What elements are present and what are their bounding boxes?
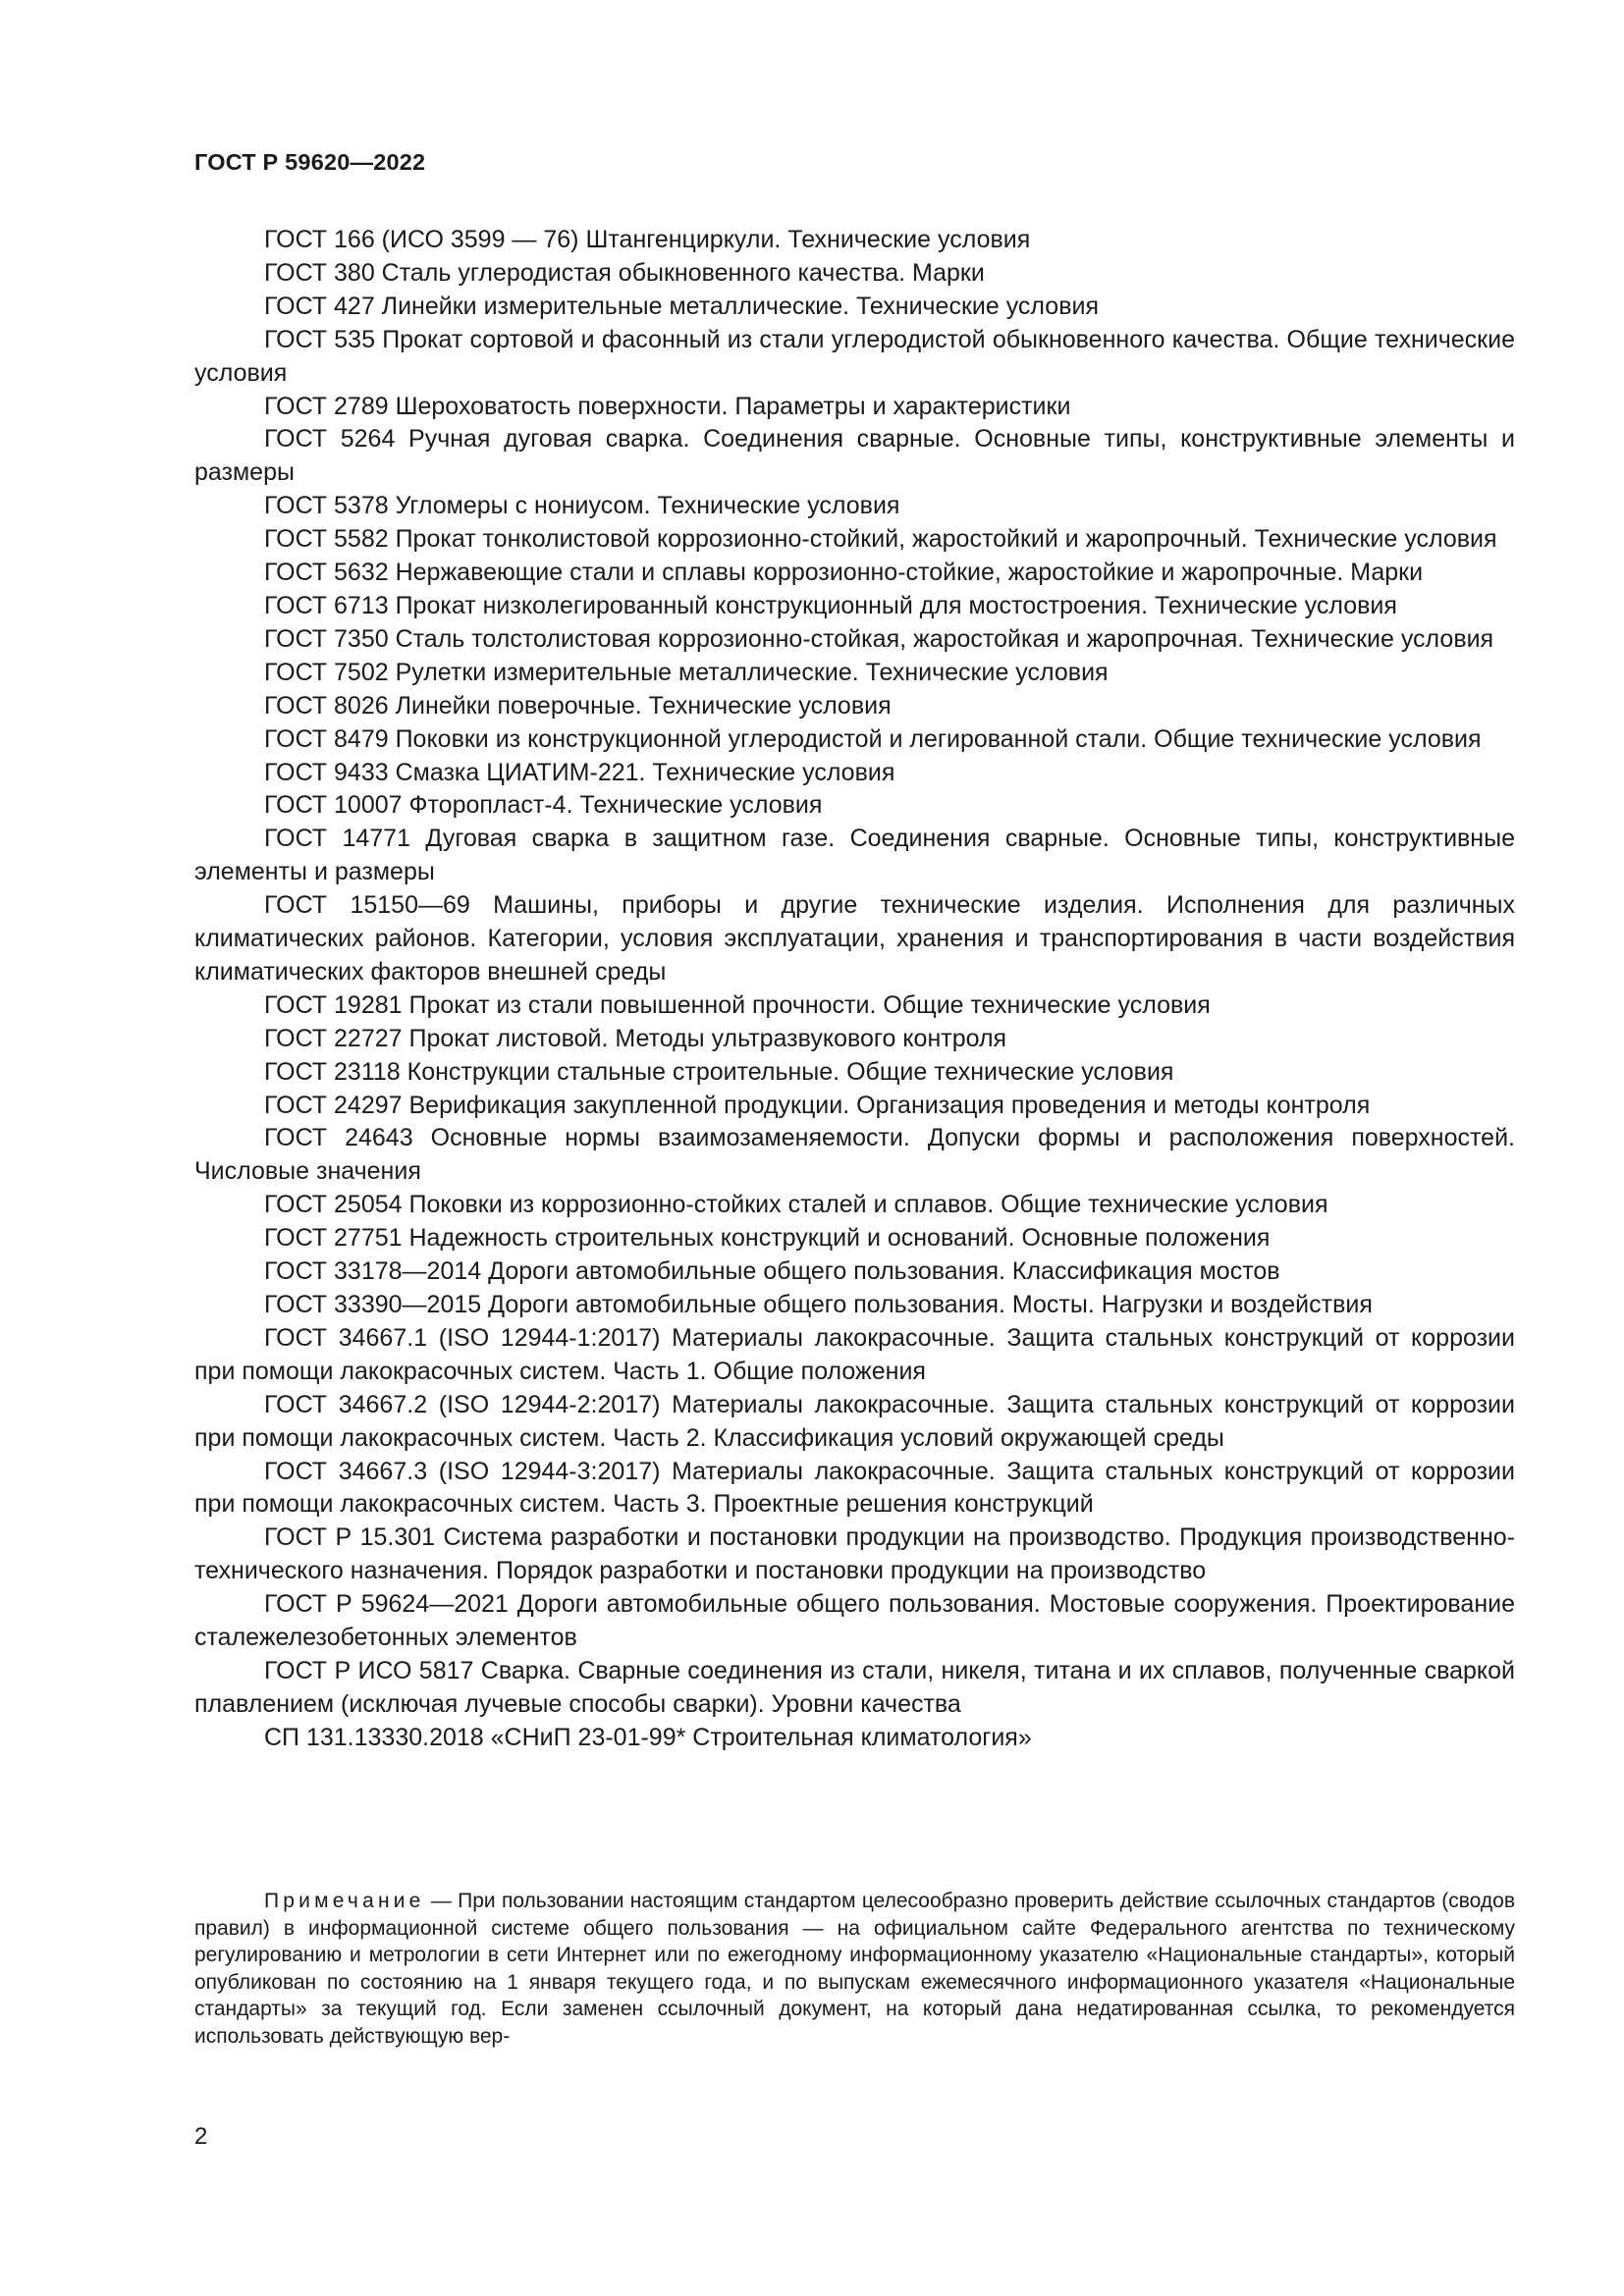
reference-item: ГОСТ 5378 Угломеры с нониусом. Технические условия bbox=[264, 492, 900, 520]
reference-item: ГОСТ 8479 Поковки из конструкционной углеродистой и легированной стали. Общие технические условия bbox=[264, 724, 1482, 753]
reference-item: СП 131.13330.2018 «СНиП 23-01-99* Строительная климатология» bbox=[264, 1723, 1032, 1751]
reference-item: ГОСТ 34667.3 (ISO 12944-3:2017) Материалы лакокрасочные. Защита стальных конструкций от коррозии при помощи лакокрасочных систем. Часть 3. Проектные решения конструкций bbox=[194, 1457, 1515, 1519]
reference-item: ГОСТ 33178—2014 Дороги автомобильные общего пользования. Классификация мостов bbox=[264, 1257, 1280, 1286]
reference-item: ГОСТ 7502 Рулетки измерительные металлические. Технические условия bbox=[264, 658, 1109, 686]
note-paragraph bbox=[194, 1888, 1515, 2050]
reference-item: ГОСТ 27751 Надежность строительных конструкций и оснований. Основные положения bbox=[264, 1224, 1271, 1253]
page-number: 2 bbox=[194, 2123, 208, 2150]
note-label: Примечание bbox=[264, 1890, 425, 1912]
reference-item: ГОСТ 22727 Прокат листовой. Методы ультразвукового контроля bbox=[264, 1024, 1007, 1052]
reference-item: ГОСТ Р 15.301 Система разработки и постановки продукции на производство. Продукция производственно-технического назначения. Порядок разработки и постановки продукции на производство bbox=[194, 1523, 1515, 1585]
reference-item: ГОСТ 19281 Прокат из стали повышенной прочности. Общие технические условия bbox=[264, 990, 1211, 1019]
reference-item: ГОСТ 14771 Дуговая сварка в защитном газе. Соединения сварные. Основные типы, конструктивные элементы и размеры bbox=[194, 825, 1515, 886]
reference-item: ГОСТ 23118 Конструкции стальные строительные. Общие технические условия bbox=[264, 1057, 1174, 1086]
reference-item: ГОСТ 5632 Нержавеющие стали и сплавы коррозионно-стойкие, жаростойкие и жаропрочные. Марки bbox=[264, 559, 1424, 587]
reference-item: ГОСТ 34667.2 (ISO 12944-2:2017) Материалы лакокрасочные. Защита стальных конструкций от коррозии при помощи лакокрасочных систем. Часть 2. Классификация условий окружающей среды bbox=[194, 1390, 1515, 1452]
reference-item: ГОСТ 33390—2015 Дороги автомобильные общего пользования. Мосты. Нагрузки и воздействия bbox=[264, 1291, 1373, 1318]
reference-item: ГОСТ 24297 Верификация закупленной продукции. Организация проведения и методы контроля bbox=[264, 1091, 1371, 1119]
reference-item: ГОСТ Р 59624—2021 Дороги автомобильные общего пользования. Мостовые сооружения. Проектирование сталежелезобетонных элементов bbox=[194, 1590, 1515, 1652]
document-header: ГОСТ Р 59620—2022 bbox=[194, 149, 426, 175]
reference-item: ГОСТ 8026 Линейки поверочные. Технические условия bbox=[264, 691, 892, 720]
reference-item: ГОСТ 6713 Прокат низколегированный конструкционный для мостостроения. Технические условия bbox=[264, 591, 1397, 619]
note-text: — При пользовании настоящим стандартом целесообразно проверить действие ссылочных стандартов (сводов правил) в информационной системе общего пользования — на официальном сайте Федерального агентства по техническому регулированию и метрологии в сети Интернет или по ежегодному информационному указателю «Национальные стандарты», который опубликован по состоянию на 1 января текущего года, и по выпускам ежемесячного информационного указателя «Национальные стандарты» за текущий год. Если заменен ссылочный документ, на который дана недатированная ссылка, то рекомендуется использовать действующую вер- bbox=[194, 1890, 1515, 2048]
reference-item: ГОСТ 2789 Шероховатость поверхности. Параметры и характеристики bbox=[264, 392, 1071, 420]
reference-item: ГОСТ 427 Линейки измерительные металлические. Технические условия bbox=[264, 292, 1099, 320]
reference-item: ГОСТ 535 Прокат сортовой и фасонный из стали углеродистой обыкновенного качества. Общие технические условия bbox=[194, 325, 1515, 387]
reference-item: ГОСТ 24643 Основные нормы взаимозаменяемости. Допуски формы и расположения поверхностей. Числовые значения bbox=[194, 1124, 1515, 1186]
reference-item: ГОСТ 7350 Сталь толстолистовая коррозионно-стойкая, жаростойкая и жаропрочная. Технические условия bbox=[264, 624, 1494, 653]
reference-item: ГОСТ 5264 Ручная дуговая сварка. Соединения сварные. Основные типы, конструктивные элементы и размеры bbox=[194, 425, 1515, 487]
reference-item: ГОСТ 25054 Поковки из коррозионно-стойких сталей и сплавов. Общие технические условия bbox=[264, 1191, 1328, 1219]
reference-item: ГОСТ 166 (ИСО 3599 — 76) Штангенциркули. Технические условия bbox=[264, 226, 1031, 253]
reference-item: ГОСТ 9433 Смазка ЦИАТИМ-221. Технические условия bbox=[264, 758, 895, 786]
reference-item: ГОСТ Р ИСО 5817 Сварка. Сварные соединения из стали, никеля, титана и их сплавов, полученные сваркой плавлением (исключая лучевые способы сварки). Уровни качества bbox=[194, 1656, 1515, 1718]
reference-item: ГОСТ 15150—69 Машины, приборы и другие технические изделия. Исполнения для различных климатических районов. Категории, условия эксплуатации, хранения и транспортирования в части воздействия климатических факторов внешней среды bbox=[194, 891, 1515, 986]
reference-item: ГОСТ 10007 Фторопласт-4. Технические условия bbox=[264, 791, 823, 820]
reference-item: ГОСТ 34667.1 (ISO 12944-1:2017) Материалы лакокрасочные. Защита стальных конструкций от коррозии при помощи лакокрасочных систем. Часть 1. Общие положения bbox=[194, 1323, 1515, 1385]
reference-item: ГОСТ 380 Сталь углеродистая обыкновенного качества. Марки bbox=[264, 258, 985, 287]
reference-item: ГОСТ 5582 Прокат тонколистовой коррозионно-стойкий, жаростойкий и жаропрочный. Технические условия bbox=[264, 525, 1497, 554]
normative-references-list bbox=[194, 224, 1515, 1755]
